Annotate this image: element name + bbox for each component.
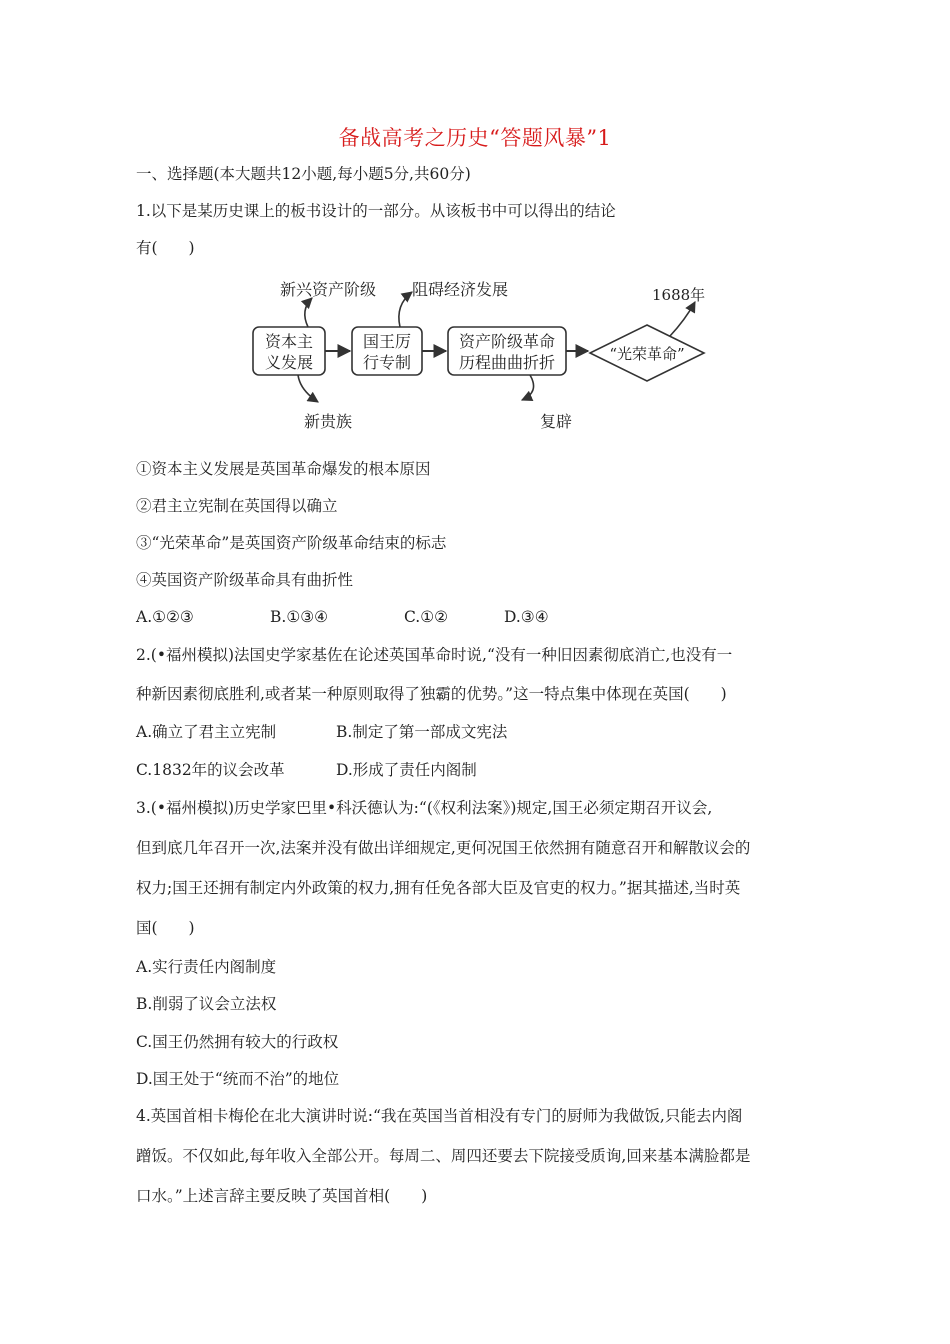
diagram-label-new-nobility: 新贵族 [304, 412, 353, 431]
q1-option-c[interactable]: C.①② [404, 608, 449, 626]
q2-stem-line2: 种新因素彻底胜利,或者某一种原则取得了独霸的优势。”这一特点集中体现在英国( ) [136, 685, 727, 703]
q3-stem-line1: 3.(•福州模拟)历史学家巴里•科沃德认为:“(《权利法案》)规定,国王必须定期召开议会, [136, 799, 713, 817]
q1-option-b[interactable]: B.①③④ [270, 608, 329, 626]
diagram-box3-line2: 历程曲曲折折 [458, 353, 556, 372]
q2-stem-line1: 2.(•福州模拟)法国史学家基佐在论述英国革命时说,“没有一种旧因素彻底消亡,也没有一 [136, 646, 733, 664]
q3-option-a[interactable]: A.实行责任内阁制度 [136, 958, 277, 976]
q2-option-c[interactable]: C.1832年的议会改革 [136, 761, 285, 779]
q4-stem-line3: 口水。”上述言辞主要反映了英国首相( ) [136, 1187, 428, 1205]
diagram-box2-line1: 国王厉 [362, 332, 412, 351]
q1-stem-line1: 1.以下是某历史课上的板书设计的一部分。从该板书中可以得出的结论 [136, 202, 616, 220]
q3-stem-line4: 国( ) [136, 919, 195, 937]
q1-statement-2: ②君主立宪制在英国得以确立 [136, 497, 338, 515]
q4-stem-line2: 蹭饭。不仅如此,每年收入全部公开。每周二、周四还要去下院接受质询,回来基本满脸都是 [136, 1147, 751, 1165]
q1-statement-3: ③“光荣革命”是英国资产阶级革命结束的标志 [136, 534, 447, 552]
q3-stem-line2: 但到底几年召开一次,法案并没有做出详细规定,更何况国王依然拥有随意召开和解散议会的 [136, 839, 751, 857]
q3-option-d[interactable]: D.国王处于“统而不治”的地位 [136, 1070, 340, 1088]
section-heading: 一、选择题(本大题共12小题,每小题5分,共60分) [136, 165, 471, 183]
q3-option-c[interactable]: C.国王仍然拥有较大的行政权 [136, 1033, 339, 1051]
q1-option-a[interactable]: A.①②③ [136, 608, 194, 626]
q3-option-b[interactable]: B.削弱了议会立法权 [136, 995, 277, 1013]
diagram-box2-line2: 行专制 [362, 353, 412, 372]
q2-options-row1 [136, 722, 507, 742]
diagram-box1-line1: 资本主 [264, 332, 314, 351]
q2-option-a[interactable]: A.确立了君主立宪制 [136, 723, 277, 741]
q3-stem-line3: 权力;国王还拥有制定内外政策的权力,拥有任免各部大臣及官吏的权力。”据其描述,当时英 [136, 879, 741, 897]
q1-board-diagram [240, 270, 720, 445]
q2-option-d[interactable]: D.形成了责任内阁制 [336, 761, 477, 779]
diagram-label-restoration: 复辟 [540, 412, 573, 431]
diagram-label-year: 1688年 [652, 286, 706, 304]
diagram-diamond-label: “光荣革命” [609, 345, 685, 363]
diagram-box3-line1: 资产阶级革命 [458, 332, 556, 351]
q1-stem-line2: 有( ) [136, 239, 195, 257]
q1-statement-4: ④英国资产阶级革命具有曲折性 [136, 571, 354, 589]
q1-statement-1: ①资本主义发展是英国革命爆发的根本原因 [136, 460, 431, 478]
q1-option-d[interactable]: D.③④ [504, 608, 549, 626]
diagram-label-hinder: 阻碍经济发展 [412, 280, 509, 299]
q2-options-row2 [136, 760, 477, 780]
q4-stem-line1: 4.英国首相卡梅伦在北大演讲时说:“我在英国当首相没有专门的厨师为我做饭,只能去内阁 [136, 1107, 743, 1125]
q1-options [136, 607, 549, 627]
diagram-box1-line2: 义发展 [264, 353, 314, 372]
page-title: 备战高考之历史“答题风暴”1 [338, 126, 612, 150]
q2-option-b[interactable]: B.制定了第一部成文宪法 [336, 723, 508, 741]
diagram-label-bourgeoisie: 新兴资产阶级 [280, 280, 377, 299]
